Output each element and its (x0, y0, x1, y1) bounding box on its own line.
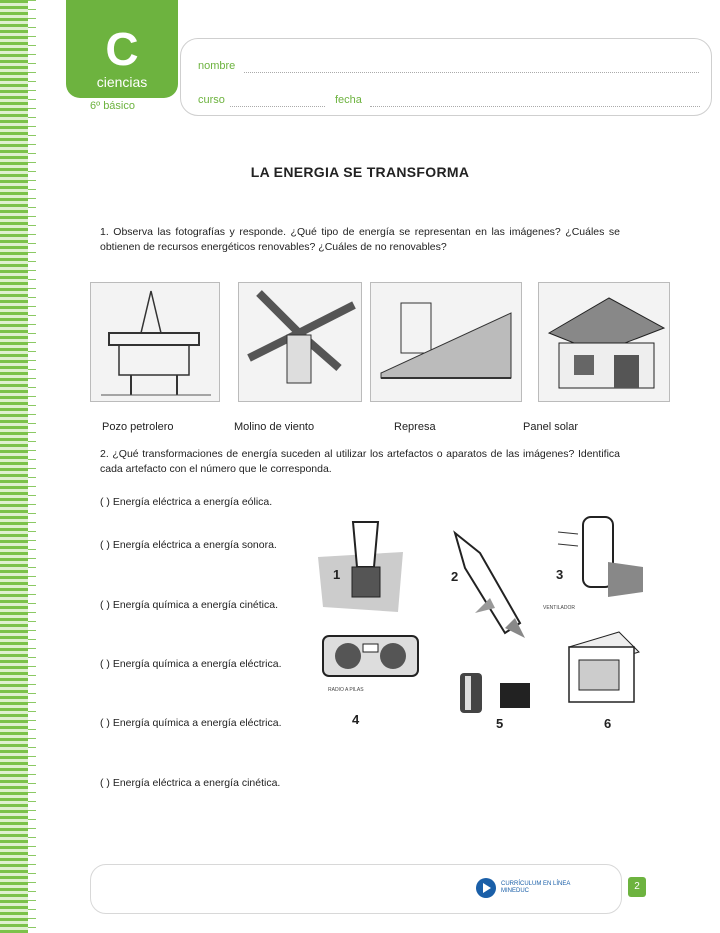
device-number-1: 1 (333, 567, 341, 582)
option-2[interactable]: ( ) Energía eléctrica a energía sonora. (100, 539, 277, 551)
page-title: LA ENERGIA SE TRANSFORMA (250, 164, 470, 180)
dryer-caption: VENTILADOR (543, 605, 575, 611)
question-2: 2. ¿Qué transformaciones de energía suceden al utilizar los artefactos o aparatos de las imágenes? Identifica cada artefacto con el número que le corresponda. (100, 448, 620, 475)
logo-line-2: MINEDUC (501, 888, 529, 894)
curriculum-logo (476, 878, 570, 898)
option-5[interactable]: ( ) Energía química a energía eléctrica. (100, 717, 282, 729)
date-line[interactable] (370, 106, 700, 107)
question-1: 1. Observa las fotografías y responde. ¿Qué tipo de energía se representan en las imágenes? ¿Cuáles se obtienen de recursos energéticos renovables? ¿Cuáles de no renovables? (100, 226, 620, 253)
caption-windmill: Molino de viento (234, 421, 315, 433)
logo-line-1: CURRÍCULUM EN LÍNEA (501, 881, 571, 887)
radio-icon (318, 626, 423, 691)
subject-letter: C (105, 23, 139, 75)
hair-dryer-icon (553, 512, 648, 612)
subject-badge (66, 0, 178, 98)
student-info-box (180, 38, 712, 116)
oil-rig-drawing (90, 282, 220, 402)
course-line[interactable] (230, 106, 325, 107)
rocket-icon (450, 528, 545, 648)
device-number-3: 3 (556, 567, 564, 582)
device-number-5: 5 (496, 716, 504, 731)
windmill-drawing (238, 282, 362, 402)
battery-icon (455, 668, 535, 723)
course-label: curso (198, 94, 225, 106)
caption-dam: Represa (394, 421, 436, 433)
stove-icon (549, 622, 644, 717)
device-number-2: 2 (451, 569, 459, 584)
device-number-4: 4 (352, 712, 360, 727)
option-3[interactable]: ( ) Energía química a energía cinética. (100, 599, 279, 611)
date-label: fecha (335, 94, 362, 106)
option-4[interactable]: ( ) Energía química a energía eléctrica. (100, 658, 282, 670)
name-line[interactable] (244, 72, 699, 73)
page-number: 2 (628, 877, 646, 897)
play-icon (476, 878, 496, 898)
device-number-6: 6 (604, 716, 612, 731)
solar-house-drawing (538, 282, 670, 402)
caption-solar-panel: Panel solar (523, 421, 579, 433)
left-ruler-border (0, 0, 28, 933)
caption-oil-rig: Pozo petrolero (102, 421, 174, 433)
radio-caption: RADIO A PILAS (328, 687, 364, 693)
option-1[interactable]: ( ) Energía eléctrica a energía eólica. (100, 496, 273, 508)
grade-label: 6º básico (90, 100, 135, 112)
name-label: nombre (198, 60, 236, 72)
option-6[interactable]: ( ) Energía eléctrica a energía cinética. (100, 777, 281, 789)
subject-name: ciencias (96, 74, 148, 90)
dam-drawing (370, 282, 522, 402)
blender-icon (318, 512, 408, 622)
